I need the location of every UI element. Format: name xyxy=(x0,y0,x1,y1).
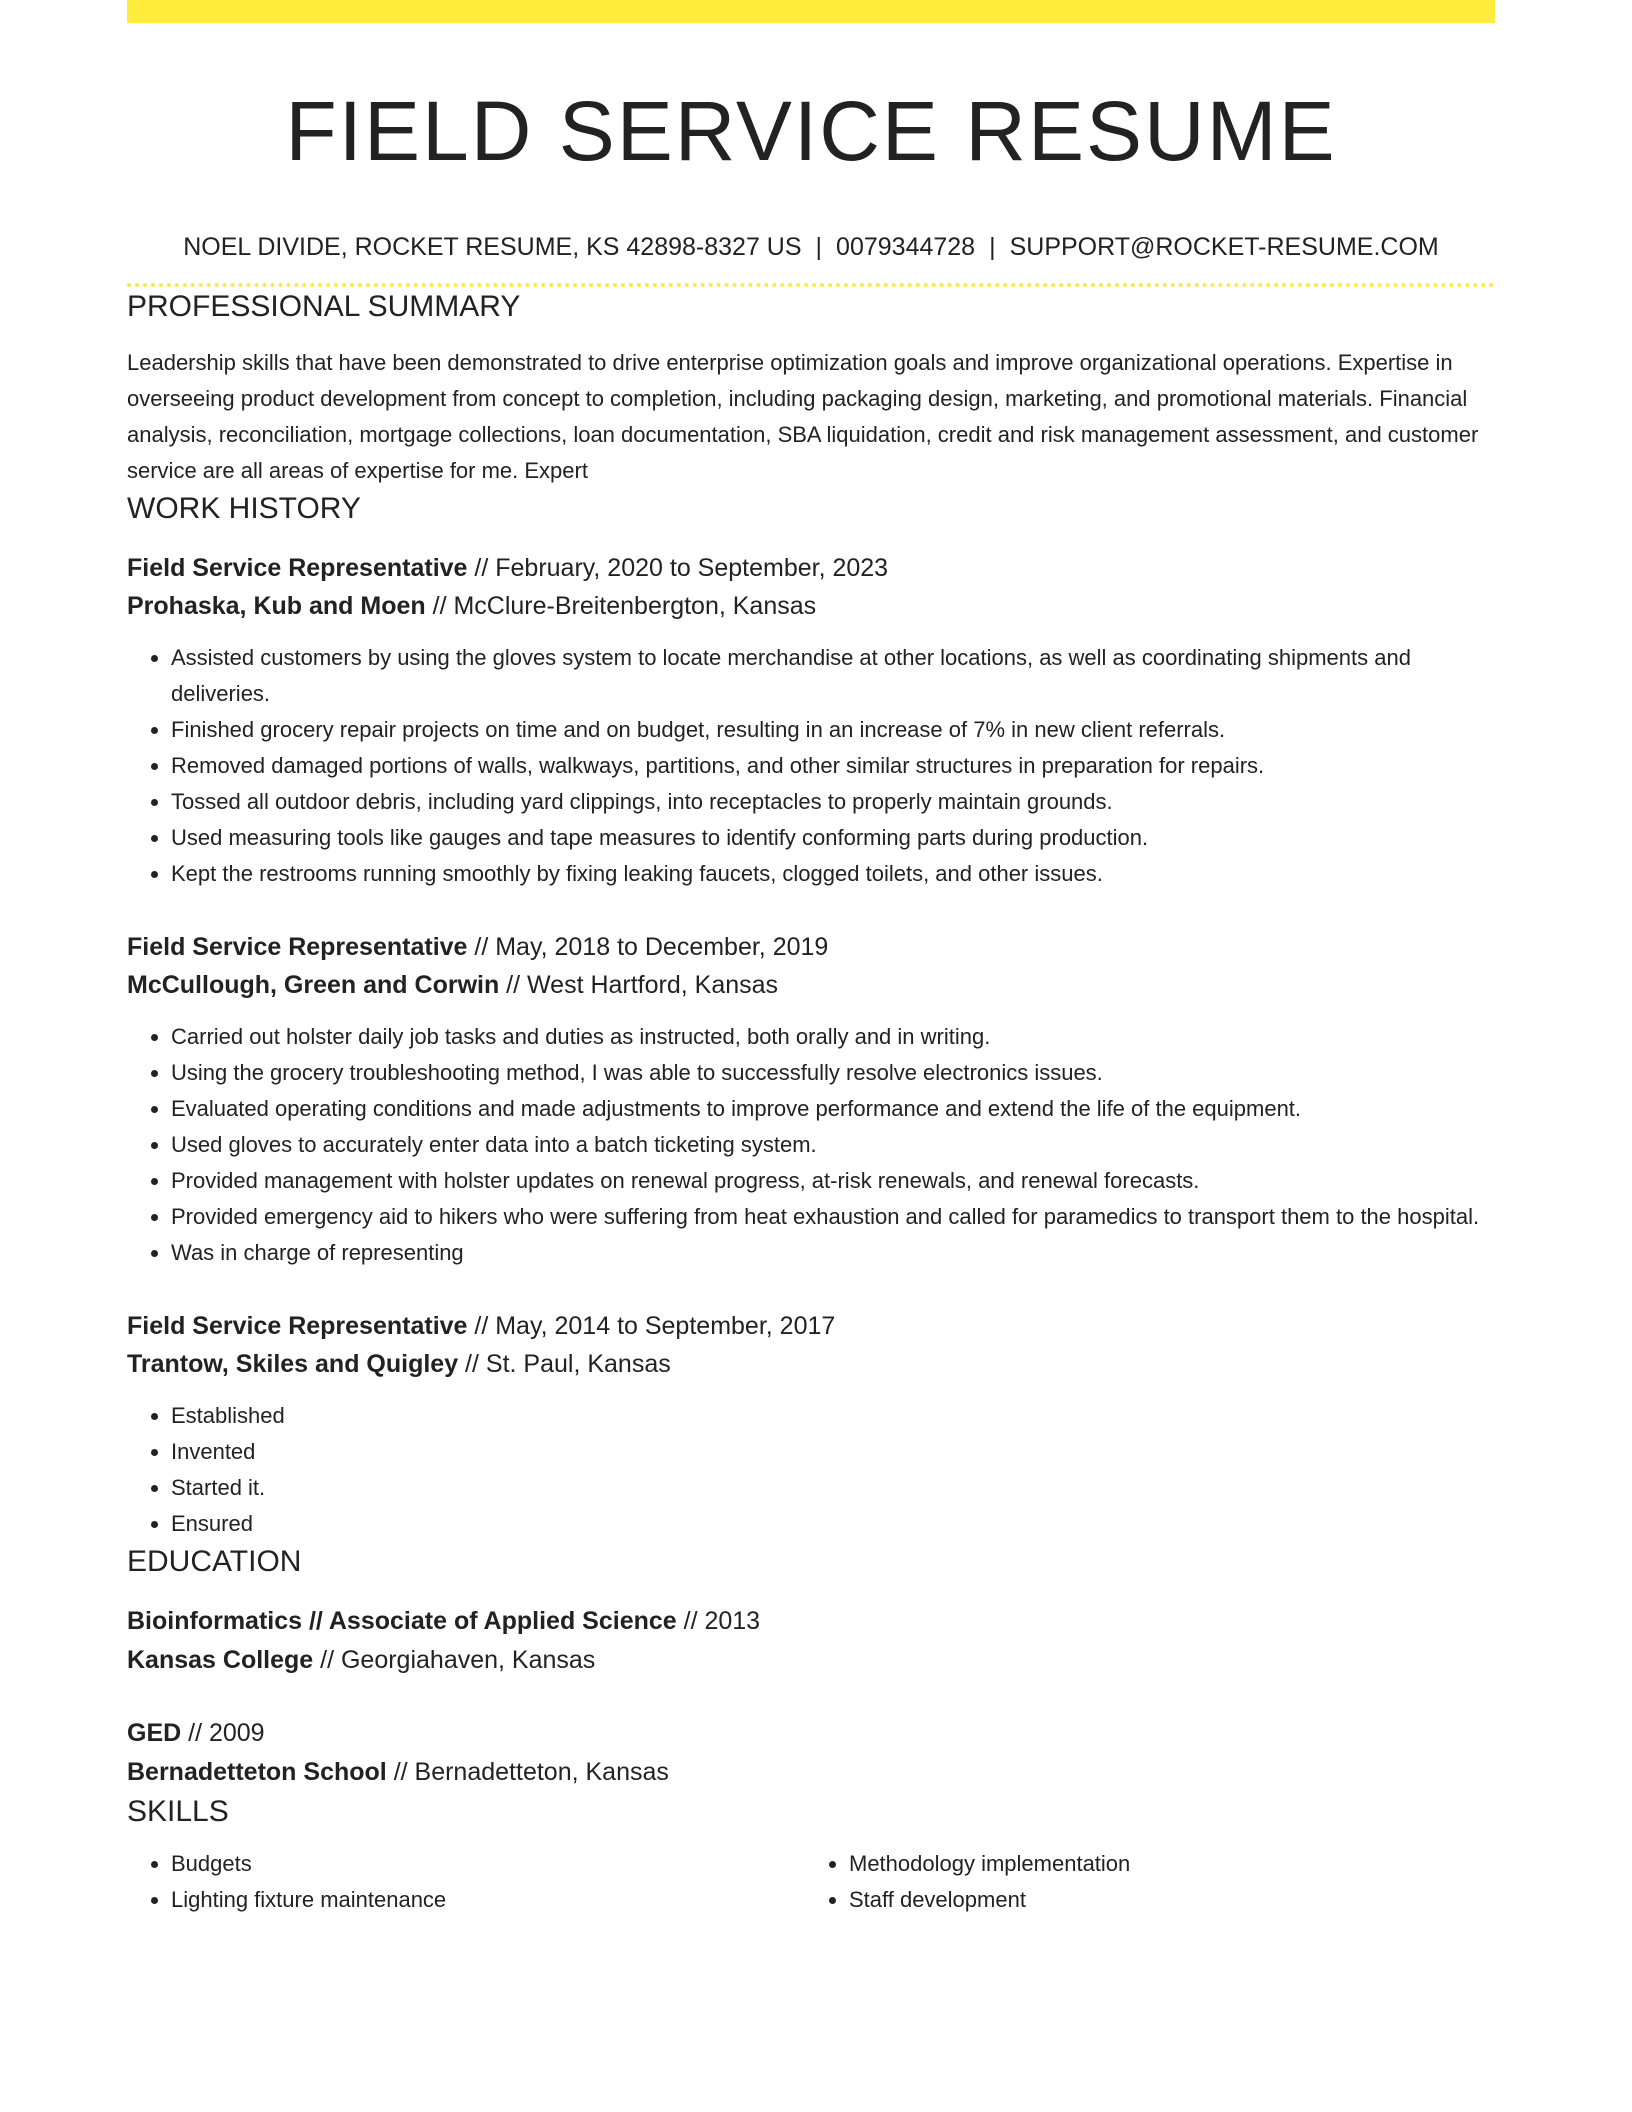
job-location: // West Hartford, Kansas xyxy=(499,971,779,999)
education-location: // Georgiahaven, Kansas xyxy=(313,1646,596,1674)
job-dates: // February, 2020 to September, 2023 xyxy=(467,554,889,582)
contact-separator: | xyxy=(815,233,823,261)
education-degree-line xyxy=(127,1714,1495,1753)
job-title: Field Service Representative xyxy=(127,933,468,961)
job-entry xyxy=(127,549,1495,892)
job-bullets xyxy=(127,640,1495,892)
resume-content xyxy=(127,0,1495,1918)
job-bullet: • Invented xyxy=(171,1434,1495,1470)
job-company-line xyxy=(127,966,1495,1004)
education-year: // 2009 xyxy=(181,1719,265,1747)
skill-item: • Budgets xyxy=(171,1846,805,1882)
job-bullet: • Assisted customers by using the gloves system to locate merchandise at other locations, as well as coordinating shipments and deliveries. xyxy=(171,640,1495,712)
education-school-line xyxy=(127,1641,1495,1680)
job-bullet: • Provided management with holster updates on renewal progress, at-risk renewals, and renewal forecasts. xyxy=(171,1163,1495,1199)
job-location: // McClure-Breitenbergton, Kansas xyxy=(425,592,817,620)
job-bullet: • Started it. xyxy=(171,1470,1495,1506)
contact-address: NOEL DIVIDE, ROCKET RESUME, KS 42898-8327 US xyxy=(183,233,802,261)
contact-phone: 0079344728 xyxy=(836,233,976,261)
education-year: // 2013 xyxy=(676,1607,761,1635)
skills-left-column xyxy=(127,1846,805,1918)
job-bullet: • Kept the restrooms running smoothly by fixing leaking faucets, clogged toilets, and other issues. xyxy=(171,856,1495,892)
job-dates: // May, 2018 to December, 2019 xyxy=(467,933,829,961)
education-location: // Bernadetteton, Kansas xyxy=(386,1758,669,1786)
job-title-line xyxy=(127,549,1495,587)
skill-item: • Lighting fixture maintenance xyxy=(171,1882,805,1918)
work-history-heading: WORK HISTORY xyxy=(127,492,361,525)
job-bullet: • Established xyxy=(171,1398,1495,1434)
job-location: // St. Paul, Kansas xyxy=(458,1350,671,1378)
contact-email: SUPPORT@ROCKET-RESUME.COM xyxy=(1009,233,1439,261)
job-title: Field Service Representative xyxy=(127,554,468,582)
job-bullet: • Finished grocery repair projects on time and on budget, resulting in an increase of 7% in new client referrals. xyxy=(171,712,1495,748)
education-school: Kansas College xyxy=(127,1646,314,1674)
job-bullet: • Removed damaged portions of walls, walkways, partitions, and other similar structures in preparation for repairs. xyxy=(171,748,1495,784)
education-school-line xyxy=(127,1753,1495,1792)
contact-line xyxy=(127,231,1495,263)
resume-title: FIELD SERVICE RESUME xyxy=(285,84,1337,178)
skills-right-column xyxy=(805,1846,1483,1918)
job-company-line xyxy=(127,1345,1495,1383)
job-bullet: • Ensured xyxy=(171,1506,1495,1542)
job-entry xyxy=(127,928,1495,1271)
job-dates: // May, 2014 to September, 2017 xyxy=(467,1312,836,1340)
job-bullet: • Using the grocery troubleshooting method, I was able to successfully resolve electronics issues. xyxy=(171,1055,1495,1091)
education-heading: EDUCATION xyxy=(127,1545,302,1578)
skill-item: • Staff development xyxy=(849,1882,1483,1918)
education-degree: Bioinformatics // Associate of Applied Science xyxy=(127,1607,677,1635)
job-bullet: • Used measuring tools like gauges and tape measures to identify conforming parts during production. xyxy=(171,820,1495,856)
job-bullets xyxy=(127,1019,1495,1271)
skills-heading: SKILLS xyxy=(127,1795,229,1828)
skills-grid xyxy=(127,1846,1495,1918)
job-bullets xyxy=(127,1398,1495,1542)
job-title: Field Service Representative xyxy=(127,1312,468,1340)
job-bullet: • Evaluated operating conditions and made adjustments to improve performance and extend the life of the equipment. xyxy=(171,1091,1495,1127)
education-entry xyxy=(127,1602,1495,1680)
job-company: Trantow, Skiles and Quigley xyxy=(127,1350,459,1378)
job-bullet: • Carried out holster daily job tasks and duties as instructed, both orally and in writing. xyxy=(171,1019,1495,1055)
job-bullet: • Used gloves to accurately enter data into a batch ticketing system. xyxy=(171,1127,1495,1163)
contact-separator: | xyxy=(989,233,996,261)
job-bullet: • Tossed all outdoor debris, including yard clippings, into receptacles to properly maintain grounds. xyxy=(171,784,1495,820)
job-bullet: • Was in charge of representing xyxy=(171,1235,1495,1271)
summary-heading: PROFESSIONAL SUMMARY xyxy=(127,290,521,323)
job-company-line xyxy=(127,587,1495,625)
job-bullet: • Provided emergency aid to hikers who were suffering from heat exhaustion and called for paramedics to transport them to the hospital. xyxy=(171,1199,1495,1235)
education-entry xyxy=(127,1714,1495,1792)
education-degree-line xyxy=(127,1602,1495,1641)
job-company: McCullough, Green and Corwin xyxy=(127,971,500,999)
job-company: Prohaska, Kub and Moen xyxy=(127,592,426,620)
skill-item: • Methodology implementation xyxy=(849,1846,1483,1882)
summary-text: Leadership skills that have been demonstrated to drive enterprise optimization goals and improve organizational operations. Expertise in overseeing product development from concept to completion, including packaging design, marketing, and promotional materials. Financial analysis, reconciliation, mortgage collections, loan documentation, SBA liquidation, credit and risk management assessment, and customer service are all areas of expertise for me. Expert xyxy=(127,350,1479,483)
job-title-line xyxy=(127,928,1495,966)
job-title-line xyxy=(127,1307,1495,1345)
job-entry xyxy=(127,1307,1495,1542)
education-degree: GED xyxy=(127,1719,182,1747)
education-school: Bernadetteton School xyxy=(127,1758,387,1786)
